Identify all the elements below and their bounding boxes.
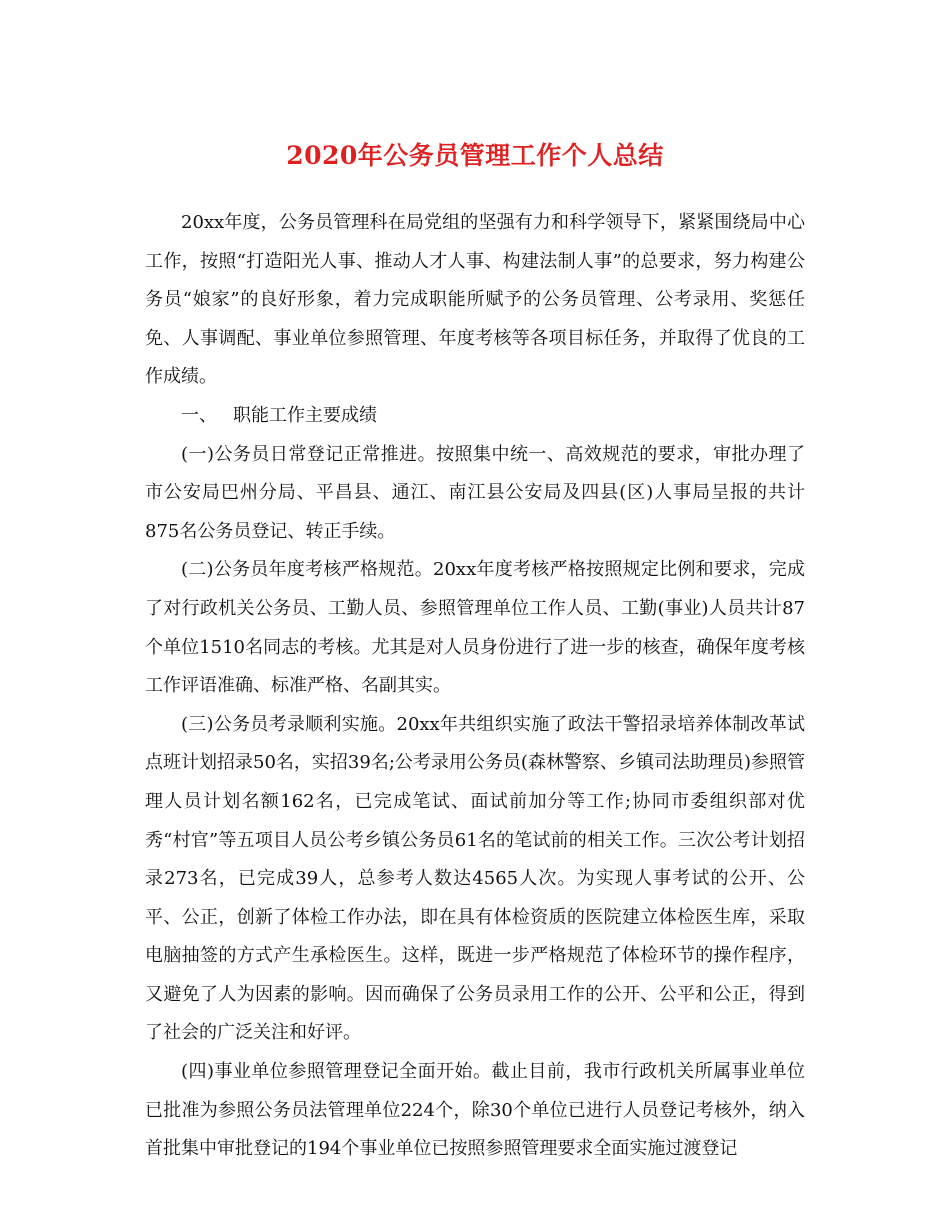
section-heading <box>145 397 805 436</box>
section-number: 一、 <box>181 404 217 426</box>
item-paragraph-3: (三)公务员考录顺利实施。20xx年共组织实施了政法干警招录培养体制改革试点班计划招录50名，实招39名;公考录用公务员(森林警察、乡镇司法助理员)参照管理人员计划名额162名，已完成笔试、面试前加分等工作;协同市委组织部对优秀“村官”等五项目人员公考乡镇公务员61名的笔试前的相关工作。三次公考计划招录273名，已完成39人，总参考人数达4565人次。为实现人事考试的公开、公平、公正，创新了体检工作办法，即在具有体检资质的医院建立体检医生库，采取电脑抽签的方式产生承检医生。这样，既进一步严格规范了体检环节的操作程序，又避免了人为因素的影响。因而确保了公务员录用工作的公开、公平和公正，得到了社会的广泛关注和好评。 <box>145 713 805 1044</box>
document-title: 2020年公务员管理工作个人总结 <box>286 141 664 170</box>
document-body <box>145 204 805 1169</box>
intro-paragraph: 20xx年度，公务员管理科在局党组的坚强有力和科学领导下，紧紧围绕局中心工作，按照“打造阳光人事、推动人才人事、构建法制人事”的总要求，努力构建公务员“娘家”的良好形象，着力完成职能所赋予的公务员管理、公考录用、奖惩任免、人事调配、事业单位参照管理、年度考核等各项目标任务，并取得了优良的工作成绩。 <box>145 212 805 388</box>
section-heading-text: 职能工作主要成绩 <box>233 404 377 426</box>
item-paragraph-1: (一)公务员日常登记正常推进。按照集中统一、高效规范的要求，审批办理了市公安局巴州分局、平昌县、通江、南江县公安局及四县(区)人事局呈报的共计875名公务员登记、转正手续。 <box>145 443 805 542</box>
item-paragraph-2: (二)公务员年度考核严格规范。20xx年度考核严格按照规定比例和要求，完成了对行政机关公务员、工勤人员、参照管理单位工作人员、工勤(事业)人员共计87个单位1510名同志的考核。尤其是对人员身份进行了进一步的核查，确保年度考核工作评语准确、标准严格、名副其实。 <box>145 559 805 697</box>
item-paragraph-4: (四)事业单位参照管理登记全面开始。截止目前，我市行政机关所属事业单位已批准为参照公务员法管理单位224个，除30个单位已进行人员登记考核外，纳入首批集中审批登记的194个事业单位已按照参照管理要求全面实施过渡登记 <box>145 1061 805 1160</box>
